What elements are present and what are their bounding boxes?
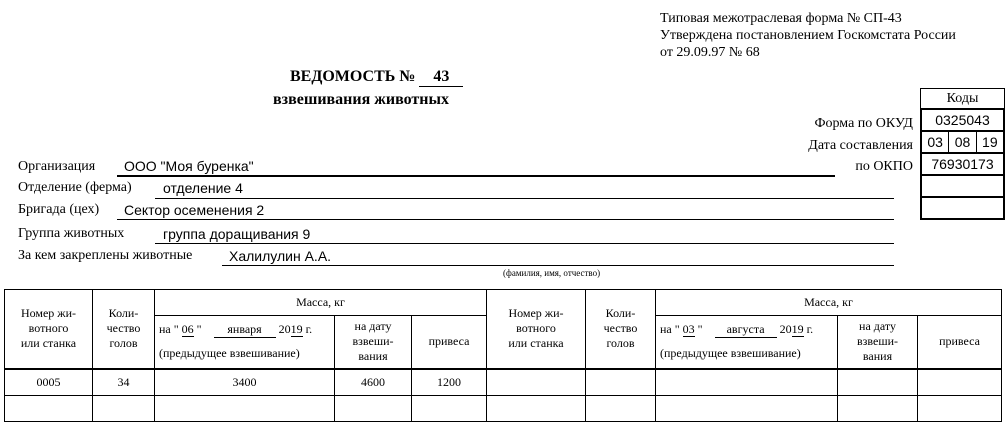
prev-na: на " <box>159 322 179 337</box>
col-prev-weighing: на " 06 " января 2019 г. (предыдущее взвешивание) <box>155 316 335 369</box>
col-animal-number-2-l3: или станка <box>508 336 564 351</box>
col-current-weighing <box>335 316 412 369</box>
codes-header: Коды <box>920 88 1005 110</box>
org-label: Организация <box>18 159 96 174</box>
na-datu-2-l2: взвеши- <box>857 334 898 349</box>
col-mass-2: Масса, кг <box>656 290 1002 316</box>
cell-gain: 1200 <box>412 369 487 396</box>
group-label: Группа животных <box>18 226 125 241</box>
org-value: ООО "Моя буренка" <box>124 158 254 174</box>
col-current-weighing-2 <box>838 316 918 369</box>
cell-empty <box>5 396 93 422</box>
okpo-code: 76930173 <box>920 154 1005 176</box>
table-row <box>5 369 1002 396</box>
prev2-month: августа <box>715 322 777 338</box>
prev-year-prefix: 20 <box>278 322 291 337</box>
col-gain: привеса <box>412 316 487 369</box>
cell-empty <box>656 369 838 396</box>
form-header <box>660 10 956 61</box>
cell-empty <box>586 396 656 422</box>
empty-code-1 <box>920 176 1005 198</box>
cell-empty <box>93 396 155 422</box>
prev2-label: (предыдущее взвешивание) <box>660 346 801 361</box>
col-gain-2: привеса <box>918 316 1002 369</box>
codes-box <box>920 88 1005 220</box>
cell-empty <box>487 396 586 422</box>
table-row <box>5 396 1002 422</box>
date-month: 08 <box>949 132 976 152</box>
col-animal-number-2 <box>487 290 586 369</box>
cell-head-count: 34 <box>93 369 155 396</box>
okud-label: Форма по ОКУД <box>814 116 913 131</box>
col-head-count-2-l3: голов <box>606 336 635 351</box>
empty-code-2 <box>920 198 1005 220</box>
cell-empty <box>335 396 412 422</box>
na-datu-l1: на дату <box>354 319 392 334</box>
prev-label: (предыдущее взвешивание) <box>159 346 300 361</box>
col-animal-number-l3: или станка <box>20 336 77 351</box>
cell-empty <box>155 396 335 422</box>
cell-empty <box>412 396 487 422</box>
date-label: Дата составления <box>808 138 913 153</box>
date-year: 19 <box>982 134 998 150</box>
group-line <box>155 243 894 244</box>
cell-empty <box>656 396 838 422</box>
col-animal-number-l1: Номер жи- <box>20 306 77 321</box>
brig-line <box>117 219 894 220</box>
col-head-count-l1: Коли- <box>108 306 139 321</box>
cell-prev-mass: 3400 <box>155 369 335 396</box>
na-datu-2-l1: на дату <box>859 319 896 334</box>
form-approval-line: Утверждена постановлением Госкомстата России <box>660 28 956 43</box>
col-head-count <box>93 290 155 369</box>
brig-value: Сектор осеменения 2 <box>124 202 265 218</box>
document-subtitle: взвешивания животных <box>273 91 449 108</box>
col-mass: Масса, кг <box>155 290 487 316</box>
cell-empty <box>918 396 1002 422</box>
dept-label: Отделение (ферма) <box>18 180 132 195</box>
document-number: 43 <box>419 68 463 87</box>
col-head-count-l2: чество <box>106 321 141 336</box>
cell-empty <box>918 369 1002 396</box>
document-title <box>290 68 463 87</box>
cell-empty <box>838 369 918 396</box>
resp-value: Халилулин А.А. <box>229 248 332 264</box>
col-head-count-2-l2: чество <box>603 321 638 336</box>
resp-hint: (фамилия, имя, отчество) <box>503 268 601 278</box>
na-datu-l2: взвеши- <box>352 334 394 349</box>
cell-animal-number: 0005 <box>5 369 93 396</box>
na-datu-2-l3: вания <box>862 349 893 364</box>
form-date-line: от 29.09.97 № 68 <box>660 45 760 60</box>
resp-label: За кем закреплены животные <box>18 248 193 263</box>
cell-empty <box>838 396 918 422</box>
dept-line <box>155 198 894 199</box>
prev2-day: 03 <box>682 322 695 337</box>
prev2-year-prefix: 20 <box>779 322 792 337</box>
col-head-count-2 <box>586 290 656 369</box>
okud-code: 0325043 <box>920 110 1005 132</box>
prev-month: января <box>214 322 276 338</box>
title-prefix: ВЕДОМОСТЬ № <box>290 68 416 85</box>
prev2-year: 19 <box>791 322 804 337</box>
col-prev-weighing-2: на " 03 " августа 2019 г. (предыдущее взвешивание) <box>656 316 838 369</box>
okpo-label: по ОКПО <box>855 159 913 174</box>
col-animal-number-2-l2: вотного <box>516 321 556 336</box>
resp-line <box>222 265 894 266</box>
na-datu-l3: вания <box>358 349 388 364</box>
org-line <box>117 175 835 177</box>
prev-g: г. <box>305 322 313 337</box>
col-animal-number-2-l1: Номер жи- <box>508 306 564 321</box>
brig-label: Бригада (цех) <box>18 202 100 217</box>
cell-empty <box>487 369 586 396</box>
dept-value: отделение 4 <box>163 180 243 196</box>
prev2-na: на " <box>660 322 680 337</box>
prev-year: 19 <box>290 322 303 337</box>
col-head-count-2-l1: Коли- <box>605 306 636 321</box>
prev-day: 06 <box>181 322 194 337</box>
cell-empty <box>586 369 656 396</box>
date-day: 03 <box>922 132 949 152</box>
weighing-table <box>4 289 1002 422</box>
prev2-g: г. <box>806 322 814 337</box>
col-animal-number <box>5 290 93 369</box>
cell-current-mass: 4600 <box>335 369 412 396</box>
col-head-count-l3: голов <box>109 336 138 351</box>
form-type-line: Типовая межотраслевая форма № СП-43 <box>660 11 902 26</box>
col-animal-number-l2: вотного <box>28 321 69 336</box>
group-value: группа доращивания 9 <box>163 226 311 242</box>
date-code <box>920 132 1005 154</box>
